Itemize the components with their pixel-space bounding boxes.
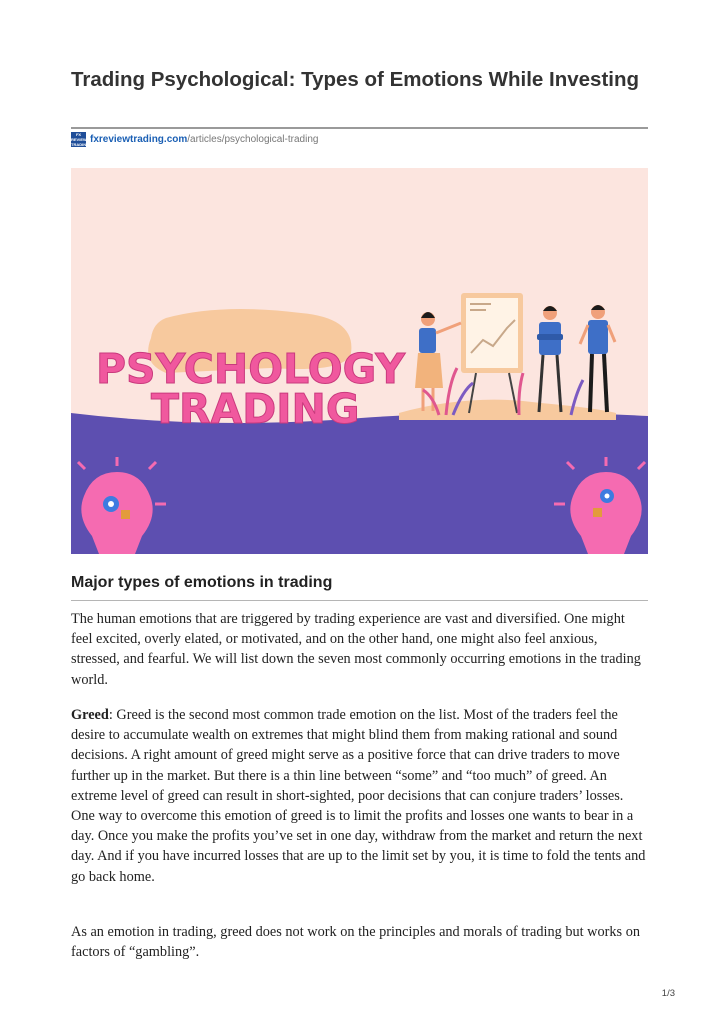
- hero-title-line2: TRADING: [151, 385, 360, 433]
- title-divider: [71, 127, 648, 129]
- greed-term: Greed: [71, 707, 109, 723]
- page-number: 1/3: [661, 988, 675, 999]
- greed-gambling-paragraph: As an emotion in trading, greed does not work on the principles and morals of trading but works on factors of “gambling”.: [71, 924, 640, 961]
- section-divider: [71, 600, 648, 601]
- intro-paragraph: The human emotions that are triggered by trading experience are vast and diversified. One might feel excited, overly elated, or motivated, and on the other hand, one might also feel anxious, stressed, and fearful. We will list down the seven most commonly occurring emotions in the trading world.: [71, 611, 641, 688]
- hero-image: [71, 168, 648, 554]
- greed-paragraph: [71, 705, 649, 887]
- section-heading: Major types of emotions in trading: [71, 574, 333, 591]
- source-host[interactable]: fxreviewtrading.com: [90, 133, 188, 145]
- page-title: Trading Psychological: Types of Emotions While Investing: [71, 68, 640, 91]
- hero-title-line1: PSYCHOLOGY: [96, 345, 406, 393]
- source-link[interactable]: [90, 134, 318, 145]
- source-row: [71, 131, 318, 147]
- site-favicon-icon: FX REVIEW TRADING: [71, 131, 90, 147]
- source-path[interactable]: /articles/psychological-trading: [187, 133, 319, 145]
- greed-description: : Greed is the second most common trade emotion on the list. Most of the traders feel the desire to accumulate wealth on extremes that might blind them from making rational and sound decisions. A right amount of greed might serve as a positive force that can drive traders to move further up in the market. But there is a thin line between “some” and “too much” of greed. An extreme level of greed can result in short-sighted, poor decisions that can conjure traders’ losses. One way to overcome this emotion of greed is to limit the profits and losses one wants to bear in a day. Once you make the profits you’ve set in one day, withdraw from the market and return the next day. And if you have incurred losses that are up to the limit set by you, it is time to fold the tents and go back home.: [71, 707, 646, 885]
